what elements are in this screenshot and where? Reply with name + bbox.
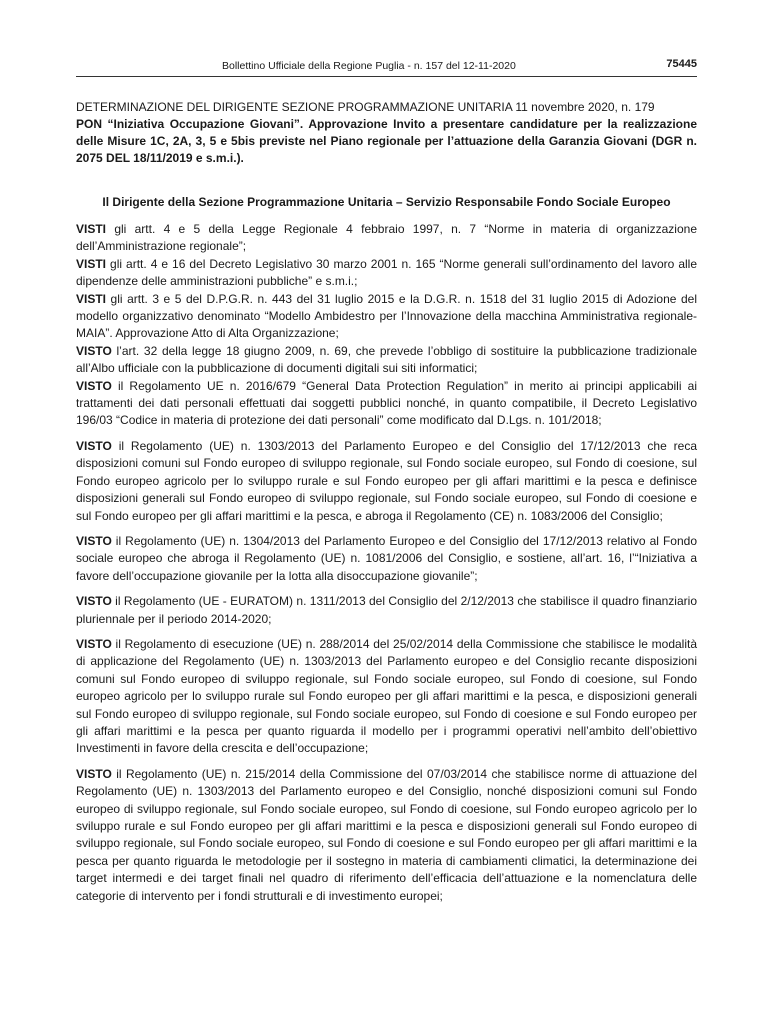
page-header [76, 58, 697, 76]
paragraph-lead: VISTO [76, 438, 112, 453]
header-rule [76, 76, 697, 77]
body-text [76, 221, 697, 905]
paragraph-lead: VISTO [76, 533, 112, 548]
determination-line: DETERMINAZIONE DEL DIRIGENTE SEZIONE PROGRAMMAZIONE UNITARIA 11 novembre 2020, n. 179 [76, 100, 655, 114]
paragraph-text: il Regolamento (UE) n. 215/2014 della Commissione del 07/03/2014 che stabilisce norme di attuazione del Regolamento (UE) n. 1303/2013 del Parlamento europeo e del Consiglio, nonché disposizioni comuni sul Fondo europeo di sviluppo regionale, sul Fondo sociale europeo, sul Fondo di coesione, sul Fondo europeo agricolo per lo sviluppo rurale e sul Fondo europeo per gli affari marittimi e la pesca e disposizioni generali sul Fondo europeo di sviluppo regionale, sul Fondo sociale europeo, sul Fondo di coesione e sul Fondo europeo per gli affari marittimi e la pesca per quanto riguarda le metodologie per il sostegno in materia di cambiamenti climatici, la determinazione dei target intermedi e dei target finali nel quadro di riferimento dell’efficacia dell’attuazione e la nomenclatura delle categorie di intervento per i fondi strutturali e di investimento europei; [76, 766, 697, 903]
paragraph-text: il Regolamento (UE) n. 1303/2013 del Parlamento Europeo e del Consiglio del 17/12/2013 che reca disposizioni comuni sul Fondo europeo di sviluppo regionale, sul Fondo sociale europeo, sul Fondo di coesione, sul Fondo europeo agricolo per lo sviluppo rurale e sul Fondo europeo per gli affari marittimi e la pesca e definisce disposizioni generali sul Fondo europeo di sviluppo regionale, sul Fondo sociale europeo, sul Fondo di coesione e sul Fondo europeo per gli affari marittimi e la pesca, e abroga il Regolamento (CE) n. 1083/2006 del Consiglio; [76, 438, 697, 523]
paragraph [76, 636, 697, 758]
paragraph [76, 766, 697, 905]
paragraph-lead: VISTO [76, 594, 112, 609]
paragraph-lead: VISTO [76, 766, 112, 781]
page-number: 75445 [666, 58, 697, 70]
paragraph-lead: VISTI [76, 222, 107, 236]
paragraph-lead: VISTI [76, 291, 107, 306]
paragraph-text: il Regolamento UE n. 2016/679 “General Data Protection Regulation” in merito ai principi applicabili ai trattamenti dei dati personali effettuati dai soggetti pubblici nonché, in quanto compatibile, il Decreto Legislativo 196/03 “Codice in materia di protezione dei dati personali” come modificato dal D.Lgs. n. 101/2018; [76, 378, 697, 428]
paragraph [76, 438, 697, 525]
paragraph [76, 221, 697, 256]
paragraph [76, 593, 697, 628]
paragraph-text: il Regolamento (UE) n. 1304/2013 del Parlamento Europeo e del Consiglio del 17/12/2013 relativo al Fondo sociale europeo che abroga il Regolamento (UE) n. 1081/2006 del Consiglio, e sostiene, all’art. 16, l’“Iniziativa a favore dell’occupazione giovanile per la lotta alla disoccupazione giovanile”; [76, 533, 697, 583]
paragraph-text: l’art. 32 della legge 18 giugno 2009, n. 69, che prevede l’obbligo di sostituire la pubblicazione tradizionale all’Albo ufficiale con la pubblicazione di documenti digitali sui siti informatici; [76, 343, 697, 376]
paragraph-text: gli artt. 3 e 5 del D.P.G.R. n. 443 del 31 luglio 2015 e la D.G.R. n. 1518 del 31 luglio 2015 di Adozione del modello organizzativo denominato “Modello Ambidestro per l’Innovazione della macchina Amministrativa regionale- MAIA”. Approvazione Atto di Alta Organizzazione; [76, 291, 697, 341]
determination-title: PON “Iniziativa Occupazione Giovani”. Approvazione Invito a presentare candidature per la realizzazione delle Misure 1C, 2A, 3, 5 e 5bis previste nel Piano regionale per l’attuazione della Garanzia Giovani (DGR n. 2075 DEL 18/11/2019 e s.m.i.). [76, 117, 697, 165]
paragraph-lead: VISTO [76, 343, 112, 358]
paragraph-text: gli artt. 4 e 16 del Decreto Legislativo 30 marzo 2001 n. 165 “Norme generali sull’ordinamento del lavoro alle dipendenze delle amministrazioni pubbliche” e s.m.i.; [76, 256, 697, 289]
document-page [76, 58, 697, 905]
paragraph [76, 378, 697, 430]
paragraph [76, 256, 697, 291]
paragraph-lead: VISTO [76, 636, 112, 651]
determination-block [76, 99, 697, 167]
paragraph [76, 291, 697, 343]
section-heading: Il Dirigente della Sezione Programmazione Unitaria – Servizio Responsabile Fondo Sociale Europeo [102, 195, 671, 209]
paragraph-lead: VISTO [76, 378, 112, 393]
journal-title: Bollettino Ufficiale della Regione Puglia - n. 157 del 12-11-2020 [222, 60, 516, 72]
paragraph-text: il Regolamento (UE - EURATOM) n. 1311/2013 del Consiglio del 2/12/2013 che stabilisce il quadro finanziario pluriennale per il periodo 2014-2020; [76, 594, 697, 626]
paragraph [76, 343, 697, 378]
paragraph-lead: VISTI [76, 256, 107, 271]
paragraph-text: gli artt. 4 e 5 della Legge Regionale 4 febbraio 1997, n. 7 “Norme in materia di organizzazione dell’Amministrazione regionale”; [76, 222, 697, 254]
paragraph-text: il Regolamento di esecuzione (UE) n. 288/2014 del 25/02/2014 della Commissione che stabilisce le modalità di applicazione del Regolamento (UE) n. 1303/2013 del Parlamento europeo e del Consiglio recante disposizioni comuni sul Fondo europeo di sviluppo regionale, sul Fondo sociale europeo, sul Fondo di coesione, sul Fondo europeo agricolo per lo sviluppo rurale sul Fondo europeo per gli affari marittimi e la pesca, e disposizioni generali sul Fondo europeo di sviluppo regionale, sul Fondo sociale europeo, sul Fondo di coesione e sul Fondo europeo per gli affari marittimi e la pesca per quanto riguarda il modello per i programmi operativi nell’ambito dell’obiettivo Investimenti in favore della crescita e dell’occupazione; [76, 636, 697, 756]
paragraph [76, 533, 697, 585]
